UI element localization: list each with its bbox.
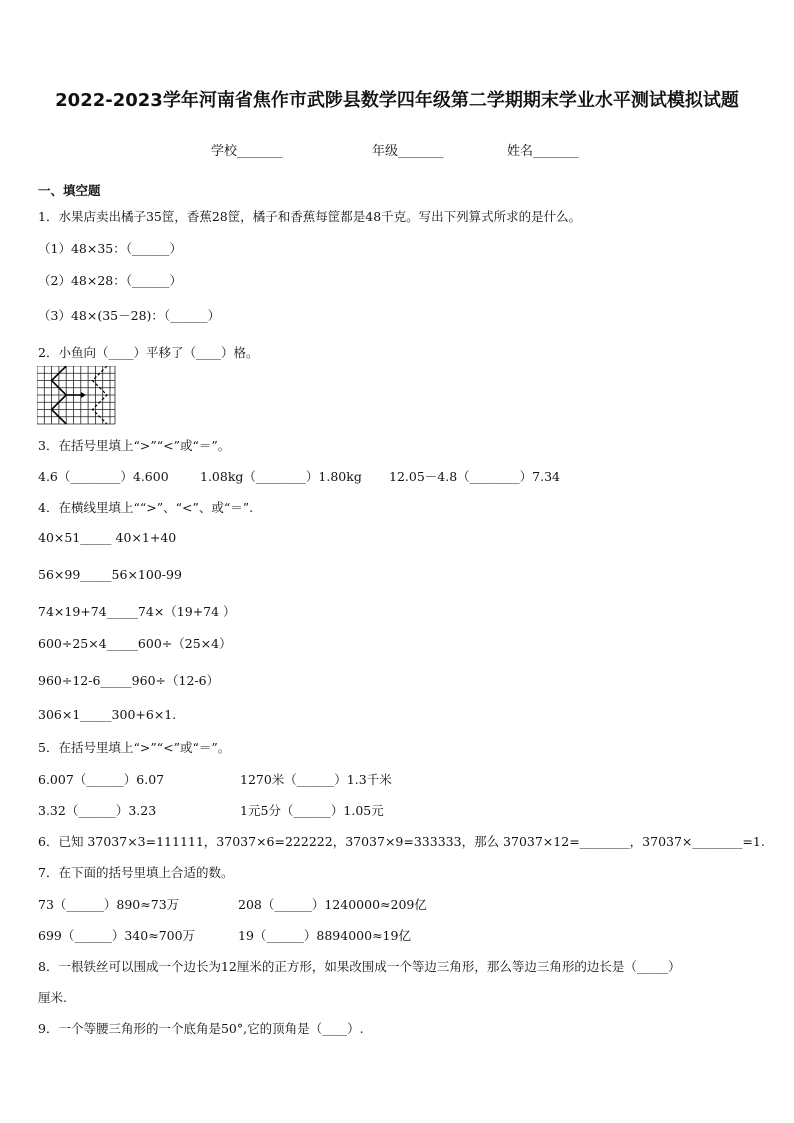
question-9: 9．一个等腰三角形的一个底角是50°,它的顶角是（____）.: [38, 1021, 364, 1036]
question-7: 7．在下面的括号里填上合适的数。: [38, 865, 234, 880]
q7-item-2: 208（______）1240000≈209亿: [238, 897, 427, 912]
question-2: 2．小鱼向（____）平移了（____）格。: [38, 345, 259, 360]
question-8-continued: 厘米.: [38, 990, 67, 1005]
q4-item-5: 960÷12-6_____960÷（12-6）: [38, 673, 220, 688]
q4-item-3: 74×19+74_____74×（19+74 ）: [38, 604, 236, 619]
section-heading: 一、填空题: [38, 183, 101, 198]
q4-item-1: 40×51_____ 40×1+40: [38, 530, 177, 545]
q5-item-1: 6.007（______）6.07: [38, 772, 165, 787]
q5-item-4: 1元5分（______）1.05元: [240, 803, 384, 818]
q7-item-3: 699（______）340≈700万: [38, 928, 196, 943]
q5-item-2: 1270米（______）1.3千米: [240, 772, 392, 787]
name-field: 姓名_______: [507, 144, 579, 159]
q7-item-1: 73（______）890≈73万: [38, 897, 180, 912]
q3-item-2: 1.08kg（________）1.80kg: [200, 469, 362, 484]
q4-item-4: 600÷25×4_____600÷（25×4）: [38, 636, 232, 651]
question-3: 3．在括号里填上“>”“<”或“＝”。: [38, 438, 231, 453]
question-1-part-3: （3）48×(35－28)：（______）: [38, 308, 221, 323]
question-1: 1．水果店卖出橘子35筐，香蕉28筐，橘子和香蕉每筐都是48千克。写出下列算式所求的是什么。: [38, 209, 582, 224]
q3-item-3: 12.05－4.8（________）7.34: [389, 469, 560, 484]
q7-item-4: 19（______）8894000≈19亿: [238, 928, 411, 943]
page-title: 2022-2023学年河南省焦作市武陟县数学四年级第二学期期末学业水平测试模拟试题: [55, 90, 739, 111]
question-8: 8．一根铁丝可以围成一个边长为12厘米的正方形，如果改围成一个等边三角形，那么等边三角形的边长是（_____）: [38, 959, 681, 974]
q3-item-1: 4.6（________）4.600: [38, 469, 169, 484]
q4-item-2: 56×99_____56×100-99: [38, 567, 182, 582]
question-4: 4．在横线里填上““>”、“<”、或“＝”.: [38, 500, 254, 515]
q5-item-3: 3.32（______）3.23: [38, 803, 157, 818]
school-field: 学校_______: [211, 144, 283, 159]
fish-grid-figure: [37, 366, 117, 426]
grade-field: 年级_______: [372, 144, 444, 159]
question-5: 5．在括号里填上“>”“<”或“＝”。: [38, 740, 231, 755]
q4-item-6: 306×1_____300+6×1.: [38, 707, 177, 722]
question-6: 6．已知 37037×3=111111，37037×6=222222，37037×9=333333，那么 37037×12=________，37037×________=1.: [38, 834, 765, 849]
question-1-part-2: （2）48×28：（______）: [38, 273, 182, 288]
question-1-part-1: （1）48×35：（______）: [38, 241, 182, 256]
